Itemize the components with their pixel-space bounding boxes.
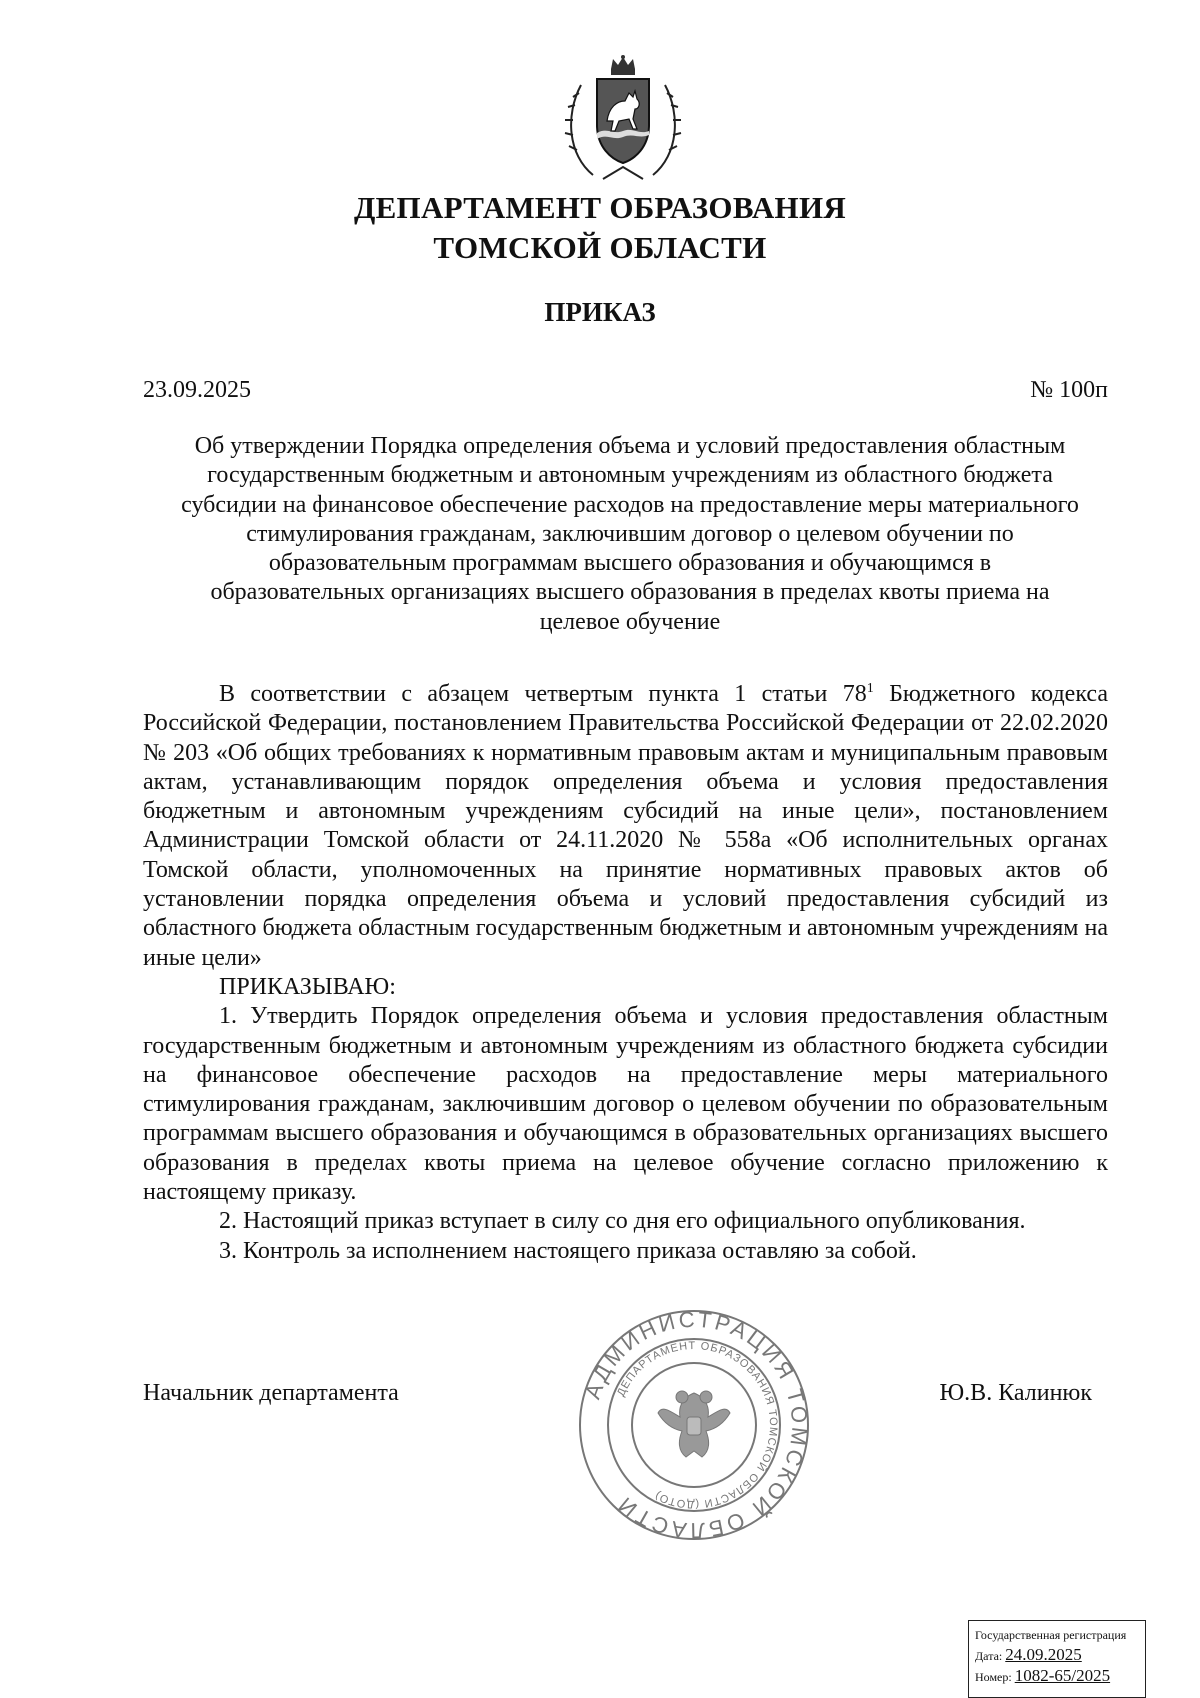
subject-line: целевое обучение xyxy=(539,608,721,635)
order-number: № 100п xyxy=(1030,377,1108,403)
registration-date-label: Дата: xyxy=(975,1649,1003,1663)
subject-line: образовательным программам высшего образования и обучающимся в xyxy=(268,550,992,577)
subject-line: субсидии на финансовое обеспечение расходов на предоставление меры материального xyxy=(181,491,1079,518)
order-item-1: 1. Утвердить Порядок определения объема и условия предоставления областным государственным бюджетным и автономным учреждениям из областного бюджета субсидии на финансовое обеспечение расходов на предоставление меры материального стимулирования гражданам, заключившим договор о целевом обучении по образовательным программам высшего образования и обучающимся в образовательных организациях высшего образования в пределах квоты приема на целевое обучение согласно приложению к настоящему приказу. xyxy=(143,1003,1108,1206)
organization-line-2: ТОМСКОЙ ОБЛАСТИ xyxy=(433,230,767,265)
svg-text:ДЕПАРТАМЕНТ ОБРАЗОВАНИЯ ТОМСКО: ДЕПАРТАМЕНТ ОБРАЗОВАНИЯ ТОМСКОЙ ОБЛАСТИ (ДОТО) xyxy=(615,1339,780,1511)
registration-box xyxy=(968,1620,1146,1698)
subject-line: государственным бюджетным и автономным учреждениям из областного бюджета xyxy=(207,462,1053,489)
subject-line: образовательных организациях высшего образования в пределах квоты приема на xyxy=(210,579,1050,606)
order-date: 23.09.2025 xyxy=(143,377,251,403)
order-subject xyxy=(150,432,1110,637)
registration-date-value: 24.09.2025 xyxy=(1005,1645,1082,1664)
registration-date xyxy=(975,1645,1139,1666)
registration-number-value: 1082-65/2025 xyxy=(1014,1666,1111,1685)
official-seal-icon xyxy=(574,1305,814,1545)
order-item-2: 2. Настоящий приказ вступает в силу со дня его официального опубликования. xyxy=(219,1208,1026,1235)
organization-line-1: ДЕПАРТАМЕНТ ОБРАЗОВАНИЯ xyxy=(353,190,847,225)
signatory-position: Начальник департамента xyxy=(143,1380,399,1406)
order-body xyxy=(143,680,1108,1266)
preamble-paragraph xyxy=(143,680,1108,973)
signatory-name: Ю.В. Калинюк xyxy=(939,1380,1092,1406)
preamble-start: В соответствии с абзацем четвертым пункта 1 статьи 78 xyxy=(219,681,867,707)
subject-line: стимулирования гражданам, заключившим договор о целевом обучении по xyxy=(246,520,1014,547)
article-superscript: 1 xyxy=(866,681,874,696)
organization-title xyxy=(0,188,1200,268)
order-item-3: 3. Контроль за исполнением настоящего приказа оставляю за собой. xyxy=(219,1237,917,1264)
preamble-rest: Бюджетного кодекса Российской Федерации, постановлением Правительства Российской Федерации от 22.02.2020 № 203 «Об общих требованиях к нормативным правовым актам и муниципальным правовым актам, устанавливающим порядок определения объема и условия предоставления бюджетным и автономным учреждениям субсидий на иные цели», постановлением Администрации Томской области от 24.11.2020 № 558а «Об исполнительных органах Томской области, уполномоченных на принятие нормативных правовых актов об установлении порядка определения объема и условий предоставления субсидий из областного бюджета областным государственным бюджетным и автономным учреждениям на иные цели» xyxy=(143,681,1108,971)
order-word: ПРИКАЗЫВАЮ: xyxy=(219,973,396,1000)
registration-title: Государственная регистрация xyxy=(975,1628,1127,1642)
coat-of-arms-icon xyxy=(563,55,683,183)
document-type: ПРИКАЗ xyxy=(544,297,656,327)
subject-line: Об утверждении Порядка определения объема и условий предоставления областным xyxy=(194,433,1066,459)
registration-number xyxy=(975,1666,1139,1687)
registration-number-label: Номер: xyxy=(975,1670,1012,1684)
svg-text:АДМИНИСТРАЦИЯ ТОМСКОЙ ОБЛАСТИ: АДМИНИСТРАЦИЯ ТОМСКОЙ ОБЛАСТИ xyxy=(579,1306,813,1544)
